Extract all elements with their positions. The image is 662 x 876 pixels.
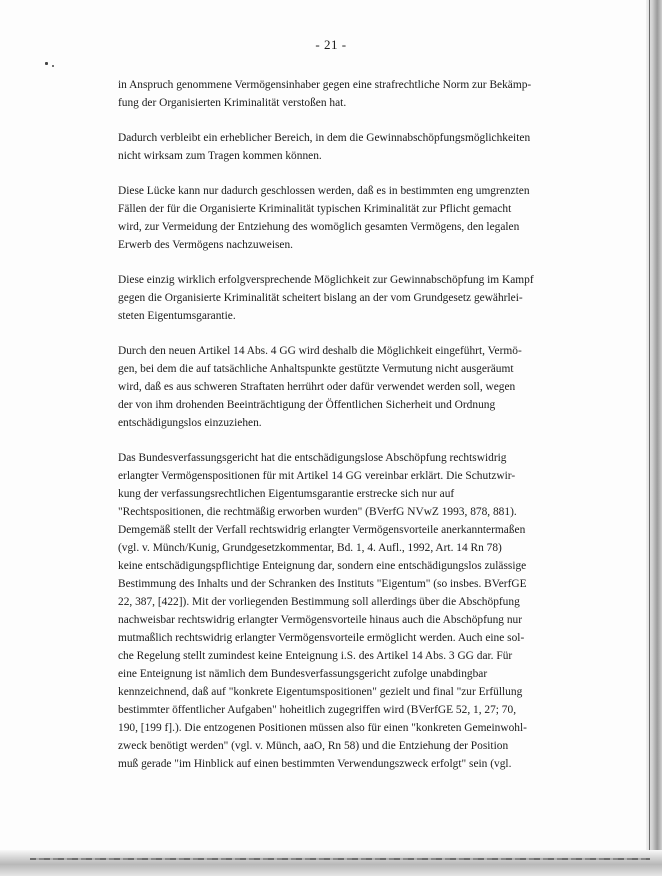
- text-line: (vgl. v. Münch/Kunig, Grundgesetzkommentar, Bd. 1, 4. Aufl., 1992, Art. 14 Rn 78): [118, 542, 502, 554]
- text-line: gen, bei dem die auf tatsächliche Anhaltspunkte gestützte Vermutung nicht ausgeräumt: [118, 363, 514, 375]
- text-line: 190, [199 f].). Die entzogenen Positionen müssen also für einen "konkreten Gemeinwohl-: [118, 722, 527, 734]
- text-line: Erwerb des Vermögens nachzuweisen.: [118, 239, 294, 251]
- text-line: mutmaßlich rechtswidrig erlangter Vermögensvorteile ermöglicht werden. Auch eine sol-: [118, 632, 525, 644]
- text-line: gegen die Organisierte Kriminalität scheitert bislang an der vom Grundgesetz gewährlei-: [118, 292, 523, 304]
- text-line: wird, zur Vermeidung der Entziehung des womöglich gesamten Vermögens, den legalen: [118, 221, 520, 233]
- text-line: kennzeichnend, daß auf "konkrete Eigentumspositionen" gezielt und final "zur Erfüllung: [118, 686, 523, 698]
- text-line: Das Bundesverfassungsgericht hat die entschädigungslose Abschöpfung rechtswidrig: [118, 452, 507, 464]
- text-line: Durch den neuen Artikel 14 Abs. 4 GG wird deshalb die Möglichkeit eingeführt, Vermö-: [118, 345, 522, 357]
- scan-speck: [52, 65, 54, 67]
- text-line: Dadurch verbleibt ein erheblicher Bereich, in dem die Gewinnabschöpfungsmöglichkeiten: [118, 132, 531, 144]
- text-line: "Rechtspositionen, die rechtmäßig erworben wurden" (BVerfG NVwZ 1993, 878, 881).: [118, 506, 517, 518]
- paragraph: [118, 271, 568, 325]
- scan-edge-bottom: [0, 850, 662, 876]
- paragraph: [118, 342, 568, 432]
- text-line: steten Eigentumsgarantie.: [118, 310, 236, 322]
- paragraph: [118, 182, 568, 254]
- text-line: erlangter Vermögenspositionen für mit Artikel 14 GG vereinbar erklärt. Die Schutzwir-: [118, 470, 516, 482]
- text-line: entschädigungslos einzuziehen.: [118, 417, 262, 429]
- page-number: - 21 -: [315, 37, 347, 52]
- text-line: kung der verfassungsrechtlichen Eigentumsgarantie erstrecke sich nur auf: [118, 488, 455, 500]
- paragraph: [118, 76, 568, 112]
- text-line: keine entschädigungspflichtige Enteignung dar, sondern eine entschädigungslos zulässige: [118, 560, 527, 572]
- text-line: Fällen der für die Organisierte Kriminalität typischen Kriminalität zur Pflicht gemacht: [118, 203, 512, 215]
- paragraph: [118, 449, 568, 773]
- text-line: Diese einzig wirklich erfolgversprechende Möglichkeit zur Gewinnabschöpfung im Kampf: [118, 274, 534, 286]
- scan-speck: [45, 62, 48, 65]
- text-line: der von ihm drohenden Beeinträchtigung der Öffentlichen Sicherheit und Ordnung: [118, 399, 496, 411]
- text-line: Diese Lücke kann nur dadurch geschlossen werden, daß es in bestimmten eng umgrenzten: [118, 185, 530, 197]
- text-line: che Regelung stellt zumindest keine Enteignung i.S. des Artikel 14 Abs. 3 GG dar. Für: [118, 650, 513, 662]
- text-line: zweck benötigt werden" (vgl. v. Münch, aaO, Rn 58) und die Entziehung der Position: [118, 740, 509, 752]
- text-line: nachweisbar rechtswidrig erlangter Vermögensvorteile hinaus auch die Abschöpfung nur: [118, 614, 523, 626]
- document-body: [118, 76, 568, 790]
- text-line: wird, daß es aus schweren Straftaten herrührt oder dafür verwendet werden soll, wegen: [118, 381, 516, 393]
- text-line: fung der Organisierten Kriminalität verstoßen hat.: [118, 97, 347, 109]
- text-line: eine Enteignung ist nämlich dem Bundesverfassungsgericht zufolge unabdingbar: [118, 668, 488, 680]
- text-line: Bestimmung des Inhalts und der Schranken des Instituts "Eigentum" (so insbes. BVerfGE: [118, 578, 527, 590]
- text-line: muß gerade "im Hinblick auf einen bestimmten Verwendungszweck erfolgt" sein (vgl.: [118, 758, 512, 770]
- scan-edge-line: [649, 0, 650, 876]
- paragraph: [118, 129, 568, 165]
- scan-edge-line: [30, 858, 650, 860]
- text-line: bestimmter öffentlicher Aufgaben" hoheitlich zugegriffen wird (BVerfGE 52, 1, 27; 70,: [118, 704, 517, 716]
- text-line: in Anspruch genommene Vermögensinhaber gegen eine strafrechtliche Norm zur Bekämp-: [118, 79, 532, 91]
- text-line: nicht wirksam zum Tragen kommen können.: [118, 150, 322, 162]
- text-line: 22, 387, [422]). Mit der vorliegenden Bestimmung soll allerdings über die Abschöpfung: [118, 596, 520, 608]
- text-line: Demgemäß stellt der Verfall rechtswidrig erlangter Vermögensvorteile anerkanntermaßen: [118, 524, 526, 536]
